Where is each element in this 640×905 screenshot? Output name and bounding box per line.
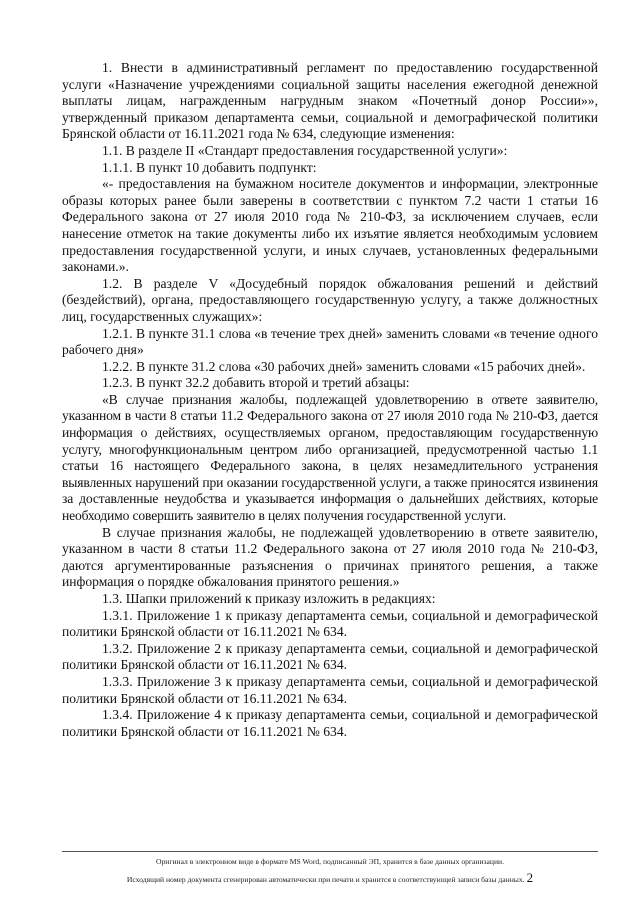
document-body [62,60,598,740]
paragraph-1-1-1: 1.1.1. В пункт 10 добавить подпункт: [102,159,317,175]
paragraph-1-3-2: 1.3.2. Приложение 2 к приказу департамента семьи, социальной и демографической политики Брянской области от 16.11.2021 № 634. [62,640,598,673]
paragraph-1-3: 1.3. Шапки приложений к приказу изложить в редакциях: [102,591,436,606]
paragraph-1-1: 1.1. В разделе II «Стандарт предоставления государственной услуги»: [102,142,508,158]
page-footer [62,854,598,888]
footer-divider [62,851,598,852]
footer-line-number-note [62,870,598,888]
paragraph-1-2-3: 1.2.3. В пункт 32.2 добавить второй и третий абзацы: [102,375,410,391]
paragraph-1-2-2: 1.2.2. В пункте 31.2 слова «30 рабочих дней» заменить словами «15 рабочих дней». [102,358,586,374]
paragraph-1: 1. Внести в административный регламент по предоставлению государственной услуги «Назначение учреждениями социальной защиты населения ежегодной денежной выплаты лицам, награжденным нагрудным знаком «Почетный донор России»», утвержденный приказом департамента семьи, социальной и демографической политики Брянской области от 16.11.2021 года № 634, следующие изменения: [62,60,598,142]
paragraph-1-3-3: 1.3.3. Приложение 3 к приказу департамента семьи, социальной и демографической политики Брянской области от 16.11.2021 № 634. [62,673,598,706]
paragraph-1-2-1: 1.2.1. В пункте 31.1 слова «в течение трех дней» заменить словами «в течение одного рабочего дня» [62,325,598,358]
paragraph-abzac-2: «В случае признания жалобы, подлежащей удовлетворению в ответе заявителю, указанном в части 8 статьи 11.2 Федерального закона от 27 июля 2010 года № 210-ФЗ, дается информация о действиях, осуществляемых органом, предоставляющим государственную услугу, многофункциональным центром либо организацией, предусмотренной частью 1.1 статьи 16 настоящего Федерального закона, в целях незамедлительного устранения выявленных нарушений при оказании государственной услуги, а также приносятся извинения за доставленные неудобства и указывается информация о дальнейших действиях, которые необходимо совершить заявителю в целях получения государственной услуги. [62,391,598,524]
paragraph-1-3-1: 1.3.1. Приложение 1 к приказу департамента семьи, социальной и демографической политики Брянской области от 16.11.2021 № 634. [62,607,598,640]
paragraph-1-3-4: 1.3.4. Приложение 4 к приказу департамента семьи, социальной и демографической политики Брянской области от 16.11.2021 № 634. [62,707,598,739]
footer-line-original: Оригинал в электронном виде в формате MS Word, подписанный ЭП, хранится в базе данных организации. [156,857,504,866]
paragraph-subpoint-quote: «- предоставления на бумажном носителе документов и информации, электронные образы которых ранее были заверены в соответствии с пунктом 7.2 части 1 статьи 16 Федерального закона от 27 июля 2010 года № 210-ФЗ, за исключением случаев, если нанесение отметок на такие документы либо их изъятие является необходимым условием предоставления государственной услуги, и иных случаев, установленных федеральными законами.». [62,176,598,275]
paragraph-1-2: 1.2. В разделе V «Досудебный порядок обжалования решений и действий (бездействий), органа, предоставляющего государственную услугу, а также должностных лиц, государственных служащих»: [62,275,598,324]
footer-line-number-text: Исходящий номер документа сгенерирован автоматически при печати и хранится в соответствующей записи базы данных. [126,875,525,884]
paragraph-abzac-3: В случае признания жалобы, не подлежащей удовлетворению в ответе заявителю, указанном в части 8 статьи 11.2 Федерального закона от 27 июля 2010 года № 210-ФЗ, даются аргументированные разъяснения о причинах принятого решения, а также информация о порядке обжалования принятого решения.» [62,524,598,590]
page-number: 2 [526,870,534,885]
